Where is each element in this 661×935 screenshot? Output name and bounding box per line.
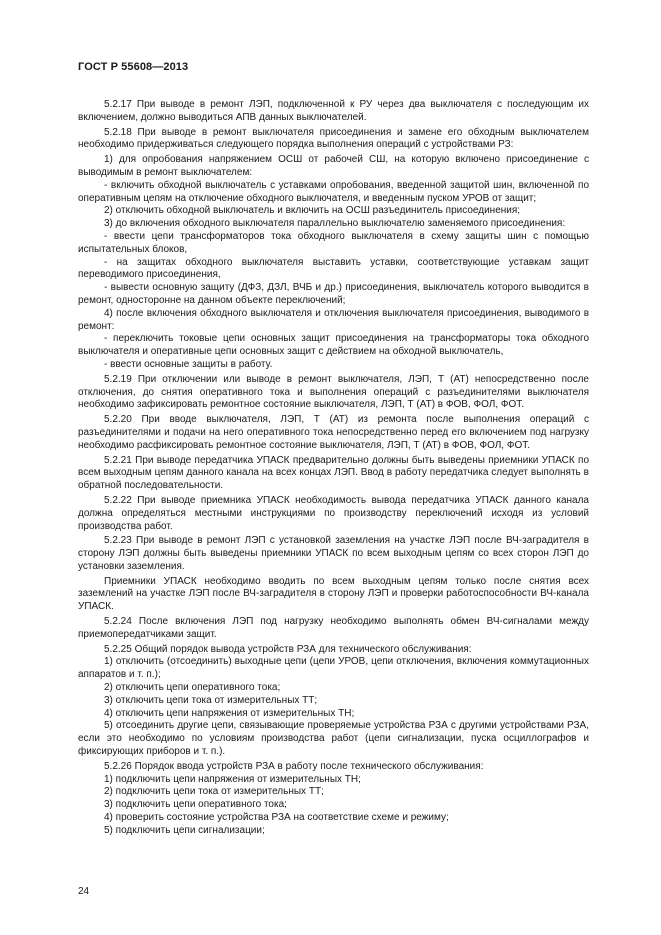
paragraph-5-2-17: 5.2.17 При выводе в ремонт ЛЭП, подключенной к РУ через два выключателя с последующим их включением, должно выводиться АПВ данных выключателей. bbox=[78, 99, 589, 123]
paragraph-5-2-25: 5.2.25 Общий порядок вывода устройств РЗА для технического обслуживания: bbox=[104, 643, 472, 655]
list-item: 1) подключить цепи напряжения от измерительных ТН; bbox=[104, 773, 361, 785]
list-item: 4) проверить состояние устройства РЗА на соответствие схеме и режиму; bbox=[104, 812, 449, 824]
list-item: 4) после включения обходного выключателя и отключения выключателя присоединения, выводимого в ремонт: bbox=[78, 307, 589, 332]
list-item: 2) подключить цепи тока от измерительных ТТ; bbox=[104, 786, 324, 798]
page-number: 24 bbox=[78, 886, 90, 897]
list-item: 3) отключить цепи тока от измерительных ТТ; bbox=[104, 694, 318, 706]
list-item: 2) отключить цепи оперативного тока; bbox=[104, 682, 281, 694]
list-item: - ввести цепи трансформаторов тока обходного выключателя в схему защиты шин с помощью испытательных блоков, bbox=[78, 230, 589, 255]
list-item: - включить обходной выключатель с уставками опробования, введенной защитой шин, включенной по оперативным цепям на отключение обходного выключателя, и введенным пуском УРОВ от защит; bbox=[78, 179, 589, 204]
paragraph-5-2-22: 5.2.22 При выводе приемника УПАСК необходимость вывода передатчика УПАСК данного канала должна определяться местными инструкциями по производству переключений исходя из условий производства работ. bbox=[78, 494, 589, 532]
list-item: 3) подключить цепи оперативного тока; bbox=[104, 799, 287, 811]
list-item: 1) отключить (отсоединить) выходные цепи (цепи УРОВ, цепи отключения, включения коммутационных аппаратов и т. п.); bbox=[78, 656, 589, 681]
list-item: - ввести основные защиты в работу. bbox=[104, 358, 273, 370]
list-item: - на защитах обходного выключателя выставить уставки, соответствующие уставкам защит переводимого присоединения, bbox=[78, 256, 589, 281]
paragraph-upask-receivers: Приемники УПАСК необходимо вводить по всем выходным цепям только после снятия всех заземлений на участке ЛЭП после ВЧ-заградителя в сторону ЛЭП и проверки работоспособности ВЧ-канала УПАСК. bbox=[78, 575, 589, 613]
list-item: 3) до включения обходного выключателя параллельно выключателю заменяемого присоединения: bbox=[104, 218, 566, 230]
list-item: - переключить токовые цепи основных защит присоединения на трансформаторы тока обходного выключателя и оперативные цепи основных защит с действием на обходной выключатель, bbox=[78, 333, 589, 358]
paragraph-5-2-19: 5.2.19 При отключении или выводе в ремонт выключателя, ЛЭП, Т (АТ) непосредственно после отключения, до снятия оперативного тока и выполнения операций с разъединителями выключателя необходимо зафиксировать ремонтное состояние выключателя, ЛЭП, Т (АТ) в ФОВ, ФОЛ, ФОТ. bbox=[78, 373, 589, 411]
document-body bbox=[78, 99, 589, 838]
list-item: 1) для опробования напряжением ОСШ от рабочей СШ, на которую включено присоединение с выводимым в ремонт выключателем: bbox=[78, 154, 589, 178]
list-item: 4) отключить цепи напряжения от измерительных ТН; bbox=[104, 707, 355, 719]
list-item: 5) подключить цепи сигнализации; bbox=[104, 824, 265, 836]
list-item: 5) отсоединить другие цепи, связывающие проверяемые устройства РЗА с другими устройствами РЗА, если это необходимо по условиям производства работ (цепи сигнализации, пуска осциллографов и фиксирующих приборов и т. п.). bbox=[78, 720, 589, 758]
paragraph-5-2-24: 5.2.24 После включения ЛЭП под нагрузку необходимо выполнять обмен ВЧ-сигналами между приемопередатчиками защит. bbox=[78, 616, 589, 640]
paragraph-5-2-18: 5.2.18 При выводе в ремонт выключателя присоединения и замене его обходным выключателем необходимо придерживаться следующего порядка выполнения операций с устройствами РЗ: bbox=[78, 126, 589, 151]
paragraph-5-2-23: 5.2.23 При выводе в ремонт ЛЭП с установкой заземления на участке ЛЭП после ВЧ-заградителя в сторону ЛЭП должны быть выведены приемники УПАСК по всем выходным цепям со всех сторон ЛЭП до установки заземления. bbox=[78, 535, 589, 572]
paragraph-5-2-26: 5.2.26 Порядок ввода устройств РЗА в работу после технического обслуживания: bbox=[104, 760, 484, 772]
page-header-standard-id: ГОСТ Р 55608—2013 bbox=[78, 61, 189, 73]
paragraph-5-2-21: 5.2.21 При выводе передатчика УПАСК предварительно должны быть выведены приемники УПАСК по всем выходным цепям данного канала на всех концах ЛЭП. Ввод в работу передатчика следует выполнять в обратной последовательности. bbox=[78, 454, 589, 492]
list-item: 2) отключить обходной выключатель и включить на ОСШ разъединитель присоединения; bbox=[104, 205, 521, 217]
list-item: - вывести основную защиту (ДФЗ, ДЗЛ, ВЧБ и др.) присоединения, выключатель которого выводится в ремонт, односторонне на данном объекте переключений; bbox=[78, 282, 589, 306]
paragraph-5-2-20: 5.2.20 При вводе выключателя, ЛЭП, Т (АТ) из ремонта после выполнения операций с разъединителями и подачи на него оперативного тока непосредственно перед его включением под нагрузку необходимо расфиксировать ремонтное состояние выключателя, ЛЭП, Т (АТ) в ФОВ, ФОЛ, ФОТ. bbox=[78, 414, 589, 451]
